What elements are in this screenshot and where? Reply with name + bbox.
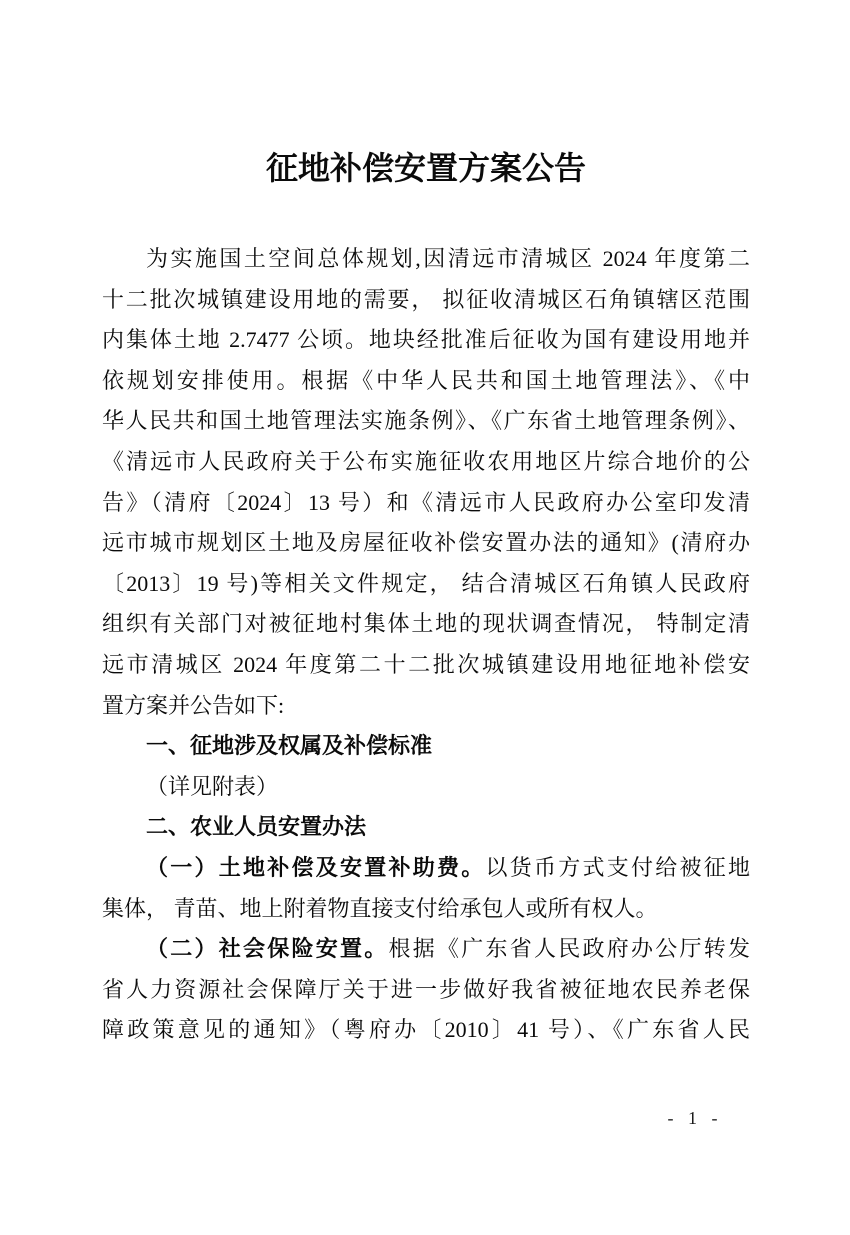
text-line bbox=[102, 726, 750, 767]
bold-text-segment: 一、征地涉及权属及补偿标准 bbox=[146, 733, 433, 759]
text-segment: 以货币方式支付给被征地 bbox=[485, 854, 750, 880]
text-segment: 远市清城区 2024 年度第二十二批次城镇建设用地征地补偿安 bbox=[102, 651, 750, 677]
text-segment: 为实施国土空间总体规划,因清远市清城区 2024 年度第二 bbox=[146, 246, 750, 271]
text-line bbox=[102, 645, 750, 686]
text-segment: 依规划安排使用。根据《中华人民共和国土地管理法》、《中 bbox=[102, 367, 750, 393]
text-line bbox=[102, 361, 750, 402]
text-segment: 障政策意见的通知》（粤府办〔2010〕41 号）、《广东省人民 bbox=[102, 1017, 750, 1043]
text-segment: 置方案并公告如下: bbox=[102, 692, 285, 718]
text-line bbox=[102, 848, 750, 889]
text-segment: 集体， 青苗、地上附着物直接支付给承包人或所有权人。 bbox=[102, 895, 658, 921]
text-segment: （详见附表） bbox=[146, 773, 279, 799]
text-line bbox=[102, 239, 750, 280]
text-segment: 组织有关部门对被征地村集体土地的现状调查情况， 特制定清 bbox=[102, 611, 750, 637]
text-segment: 《清远市人民政府关于公布实施征收农用地区片综合地价的公 bbox=[102, 448, 750, 474]
text-segment: 十二批次城镇建设用地的需要， 拟征收清城区石角镇辖区范围 bbox=[102, 286, 750, 312]
text-line bbox=[102, 970, 750, 1011]
text-line bbox=[102, 929, 750, 970]
bold-text-segment: （一）土地补偿及安置补助费。 bbox=[146, 854, 486, 880]
text-line bbox=[102, 483, 750, 524]
text-line bbox=[102, 1010, 750, 1051]
text-line bbox=[102, 523, 750, 564]
text-segment: 根据《广东省人民政府办公厅转发 bbox=[388, 936, 750, 962]
text-segment: 〔2013〕19 号)等相关文件规定， 结合清城区石角镇人民政府 bbox=[102, 570, 750, 596]
document-body bbox=[102, 239, 750, 1051]
text-line bbox=[102, 401, 750, 442]
text-segment: 远市城市规划区土地及房屋征收补偿安置办法的通知》(清府办 bbox=[102, 530, 750, 556]
text-segment: 内集体土地 2.7477 公顷。地块经批准后征收为国有建设用地并 bbox=[102, 327, 750, 353]
text-line bbox=[102, 280, 750, 321]
bold-text-segment: 二、农业人员安置办法 bbox=[146, 814, 367, 840]
text-segment: 省人力资源社会保障厅关于进一步做好我省被征地农民养老保 bbox=[102, 976, 750, 1002]
text-line bbox=[102, 604, 750, 645]
text-line bbox=[102, 564, 750, 605]
text-line bbox=[102, 807, 750, 848]
text-segment: 华人民共和国土地管理法实施条例》、《广东省土地管理条例》、 bbox=[102, 408, 750, 434]
text-line bbox=[102, 442, 750, 483]
text-line bbox=[102, 889, 750, 930]
text-segment: 告》（清府〔2024〕13 号）和《清远市人民政府办公室印发清 bbox=[102, 489, 750, 515]
text-line bbox=[102, 686, 750, 727]
document-title: 征地补偿安置方案公告 bbox=[265, 150, 586, 186]
bold-text-segment: （二）社会保险安置。 bbox=[146, 936, 389, 962]
text-line bbox=[102, 767, 750, 808]
page-number: - 1 - bbox=[667, 1108, 723, 1128]
text-line bbox=[102, 320, 750, 361]
